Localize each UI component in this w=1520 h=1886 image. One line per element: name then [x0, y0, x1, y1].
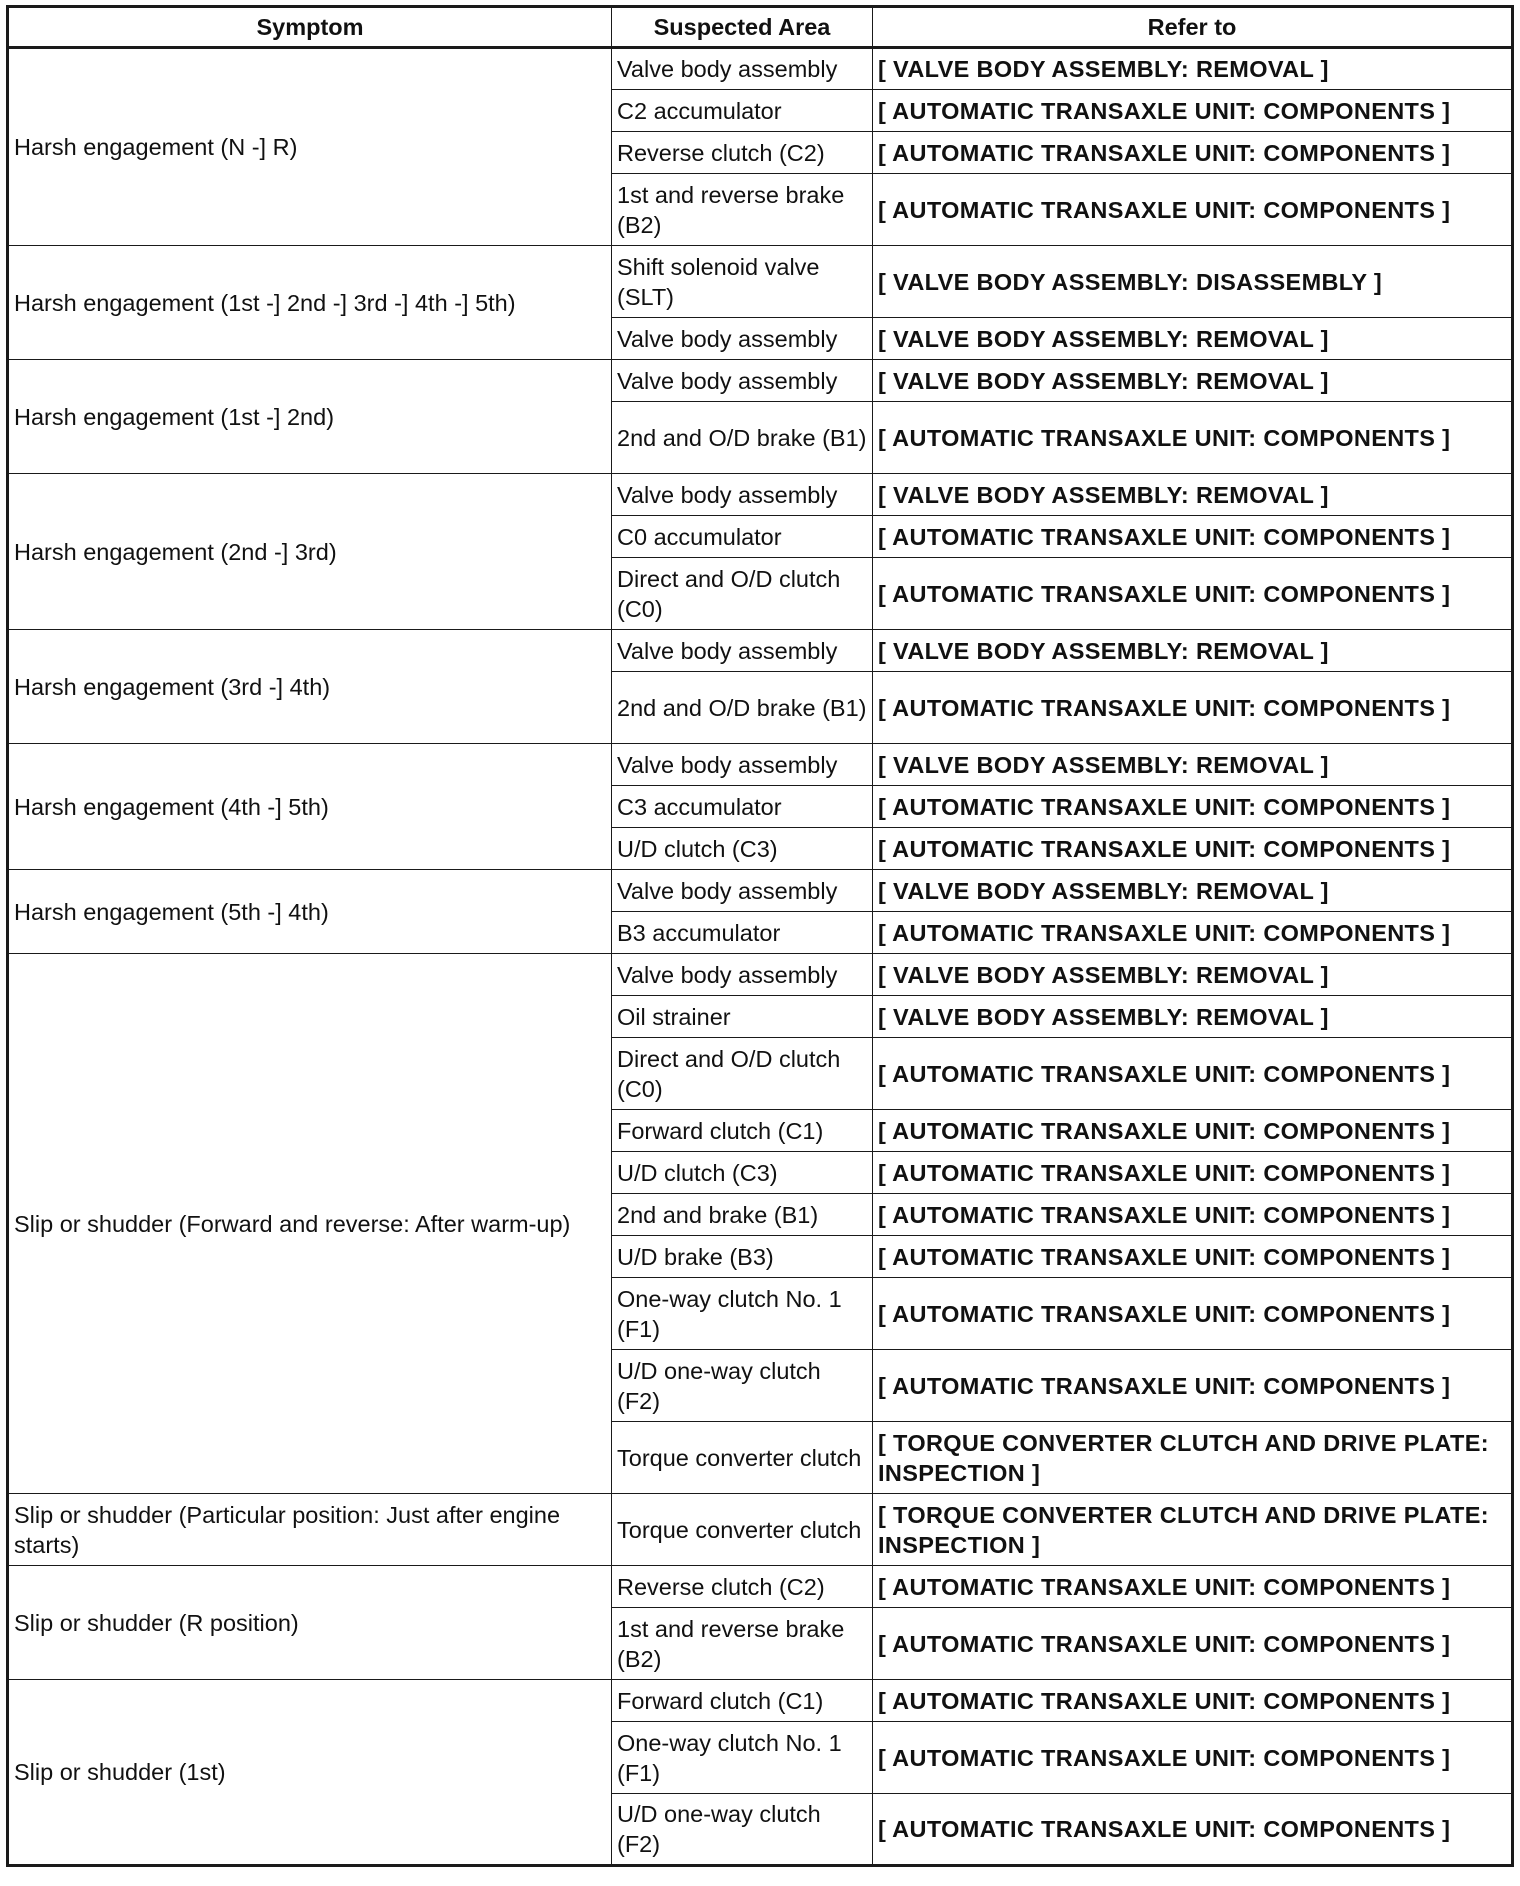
suspected-area-cell: C3 accumulator [612, 786, 873, 828]
suspected-area-cell: One-way clutch No. 1 (F1) [612, 1278, 873, 1350]
symptom-cell: Harsh engagement (5th -] 4th) [8, 870, 612, 954]
suspected-area-cell: Torque converter clutch [612, 1494, 873, 1566]
suspected-area-cell: C0 accumulator [612, 516, 873, 558]
refer-to-cell: [ AUTOMATIC TRANSAXLE UNIT: COMPONENTS ] [873, 786, 1513, 828]
refer-to-cell: [ AUTOMATIC TRANSAXLE UNIT: COMPONENTS ] [873, 1110, 1513, 1152]
table-row [8, 246, 1513, 318]
suspected-area-cell: Oil strainer [612, 996, 873, 1038]
suspected-area-cell: 2nd and O/D brake (B1) [612, 672, 873, 744]
suspected-area-cell: 1st and reverse brake (B2) [612, 1608, 873, 1680]
symptom-cell: Slip or shudder (R position) [8, 1566, 612, 1680]
refer-to-cell: [ AUTOMATIC TRANSAXLE UNIT: COMPONENTS ] [873, 1794, 1513, 1866]
symptom-cell: Harsh engagement (1st -] 2nd -] 3rd -] 4th -] 5th) [8, 246, 612, 360]
suspected-area-cell: U/D one-way clutch (F2) [612, 1350, 873, 1422]
suspected-area-cell: Valve body assembly [612, 744, 873, 786]
refer-to-cell: [ TORQUE CONVERTER CLUTCH AND DRIVE PLATE: INSPECTION ] [873, 1422, 1513, 1494]
suspected-area-cell: Valve body assembly [612, 870, 873, 912]
refer-to-cell: [ AUTOMATIC TRANSAXLE UNIT: COMPONENTS ] [873, 132, 1513, 174]
suspected-area-cell: Valve body assembly [612, 630, 873, 672]
table-row [8, 870, 1513, 912]
suspected-area-cell: Forward clutch (C1) [612, 1680, 873, 1722]
refer-to-cell: [ AUTOMATIC TRANSAXLE UNIT: COMPONENTS ] [873, 1566, 1513, 1608]
refer-to-cell: [ AUTOMATIC TRANSAXLE UNIT: COMPONENTS ] [873, 174, 1513, 246]
refer-to-cell: [ VALVE BODY ASSEMBLY: REMOVAL ] [873, 48, 1513, 90]
symptom-header: Symptom [8, 7, 612, 48]
symptom-cell: Slip or shudder (Forward and reverse: After warm-up) [8, 954, 612, 1494]
refer-to-cell: [ VALVE BODY ASSEMBLY: REMOVAL ] [873, 996, 1513, 1038]
table-row [8, 1566, 1513, 1608]
suspected-area-cell: Valve body assembly [612, 48, 873, 90]
refer-to-cell: [ VALVE BODY ASSEMBLY: REMOVAL ] [873, 954, 1513, 996]
suspected-area-cell: Direct and O/D clutch (C0) [612, 558, 873, 630]
refer-to-cell: [ AUTOMATIC TRANSAXLE UNIT: COMPONENTS ] [873, 558, 1513, 630]
table-row [8, 48, 1513, 90]
refer-to-cell: [ VALVE BODY ASSEMBLY: REMOVAL ] [873, 870, 1513, 912]
suspected-area-cell: Valve body assembly [612, 954, 873, 996]
refer-to-cell: [ AUTOMATIC TRANSAXLE UNIT: COMPONENTS ] [873, 1680, 1513, 1722]
suspected-area-cell: 2nd and O/D brake (B1) [612, 402, 873, 474]
symptom-cell: Slip or shudder (Particular position: Just after engine starts) [8, 1494, 612, 1566]
refer-to-cell: [ VALVE BODY ASSEMBLY: REMOVAL ] [873, 318, 1513, 360]
refer-to-cell: [ VALVE BODY ASSEMBLY: REMOVAL ] [873, 474, 1513, 516]
suspected-area-cell: One-way clutch No. 1 (F1) [612, 1722, 873, 1794]
table-row [8, 630, 1513, 672]
symptom-cell: Slip or shudder (1st) [8, 1680, 612, 1866]
refer-to-cell: [ AUTOMATIC TRANSAXLE UNIT: COMPONENTS ] [873, 1278, 1513, 1350]
suspected-area-cell: U/D one-way clutch (F2) [612, 1794, 873, 1866]
refer-to-cell: [ AUTOMATIC TRANSAXLE UNIT: COMPONENTS ] [873, 828, 1513, 870]
suspected-area-cell: U/D brake (B3) [612, 1236, 873, 1278]
suspected-area-cell: C2 accumulator [612, 90, 873, 132]
header-row [8, 7, 1513, 48]
refer-to-header: Refer to [873, 7, 1513, 48]
suspected-area-cell: Reverse clutch (C2) [612, 132, 873, 174]
symptom-cell: Harsh engagement (2nd -] 3rd) [8, 474, 612, 630]
refer-to-cell: [ AUTOMATIC TRANSAXLE UNIT: COMPONENTS ] [873, 1236, 1513, 1278]
refer-to-cell: [ AUTOMATIC TRANSAXLE UNIT: COMPONENTS ] [873, 1350, 1513, 1422]
suspected-area-cell: 2nd and brake (B1) [612, 1194, 873, 1236]
suspected-area-cell: Torque converter clutch [612, 1422, 873, 1494]
table-row [8, 1494, 1513, 1566]
refer-to-cell: [ AUTOMATIC TRANSAXLE UNIT: COMPONENTS ] [873, 1152, 1513, 1194]
suspected-area-cell: U/D clutch (C3) [612, 828, 873, 870]
refer-to-cell: [ VALVE BODY ASSEMBLY: DISASSEMBLY ] [873, 246, 1513, 318]
refer-to-cell: [ AUTOMATIC TRANSAXLE UNIT: COMPONENTS ] [873, 912, 1513, 954]
refer-to-cell: [ AUTOMATIC TRANSAXLE UNIT: COMPONENTS ] [873, 1722, 1513, 1794]
troubleshooting-table [6, 5, 1514, 1867]
suspected-area-cell: Forward clutch (C1) [612, 1110, 873, 1152]
table-row [8, 1680, 1513, 1722]
suspected-area-header: Suspected Area [612, 7, 873, 48]
refer-to-cell: [ VALVE BODY ASSEMBLY: REMOVAL ] [873, 744, 1513, 786]
refer-to-cell: [ AUTOMATIC TRANSAXLE UNIT: COMPONENTS ] [873, 1038, 1513, 1110]
suspected-area-cell: Valve body assembly [612, 360, 873, 402]
suspected-area-cell: 1st and reverse brake (B2) [612, 174, 873, 246]
suspected-area-cell: U/D clutch (C3) [612, 1152, 873, 1194]
suspected-area-cell: Reverse clutch (C2) [612, 1566, 873, 1608]
symptom-cell: Harsh engagement (4th -] 5th) [8, 744, 612, 870]
refer-to-cell: [ AUTOMATIC TRANSAXLE UNIT: COMPONENTS ] [873, 402, 1513, 474]
symptom-cell: Harsh engagement (N -] R) [8, 48, 612, 246]
table-row [8, 360, 1513, 402]
refer-to-cell: [ AUTOMATIC TRANSAXLE UNIT: COMPONENTS ] [873, 1194, 1513, 1236]
refer-to-cell: [ AUTOMATIC TRANSAXLE UNIT: COMPONENTS ] [873, 90, 1513, 132]
refer-to-cell: [ AUTOMATIC TRANSAXLE UNIT: COMPONENTS ] [873, 516, 1513, 558]
refer-to-cell: [ VALVE BODY ASSEMBLY: REMOVAL ] [873, 630, 1513, 672]
suspected-area-cell: Shift solenoid valve (SLT) [612, 246, 873, 318]
suspected-area-cell: Valve body assembly [612, 318, 873, 360]
table-row [8, 954, 1513, 996]
refer-to-cell: [ VALVE BODY ASSEMBLY: REMOVAL ] [873, 360, 1513, 402]
suspected-area-cell: Direct and O/D clutch (C0) [612, 1038, 873, 1110]
symptom-cell: Harsh engagement (3rd -] 4th) [8, 630, 612, 744]
table-row [8, 744, 1513, 786]
table-row [8, 474, 1513, 516]
suspected-area-cell: Valve body assembly [612, 474, 873, 516]
refer-to-cell: [ TORQUE CONVERTER CLUTCH AND DRIVE PLATE: INSPECTION ] [873, 1494, 1513, 1566]
refer-to-cell: [ AUTOMATIC TRANSAXLE UNIT: COMPONENTS ] [873, 1608, 1513, 1680]
symptom-cell: Harsh engagement (1st -] 2nd) [8, 360, 612, 474]
suspected-area-cell: B3 accumulator [612, 912, 873, 954]
refer-to-cell: [ AUTOMATIC TRANSAXLE UNIT: COMPONENTS ] [873, 672, 1513, 744]
